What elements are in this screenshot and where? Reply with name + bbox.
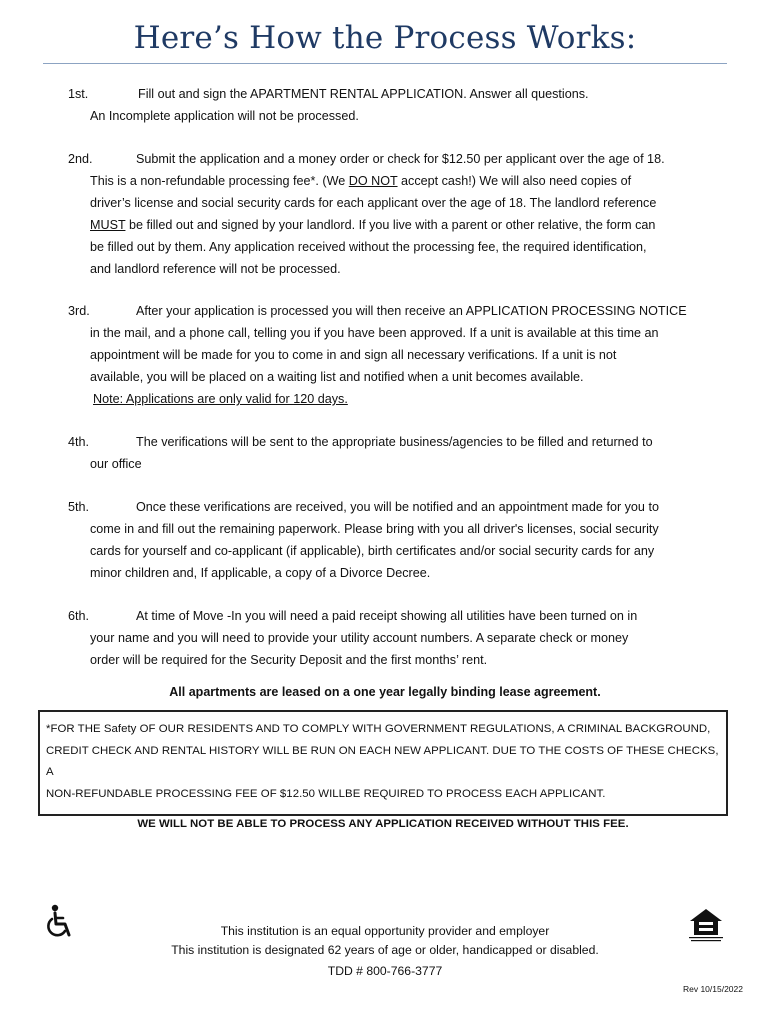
tdd-number: TDD # 800-766-3777 [327, 964, 443, 978]
title-divider [43, 63, 727, 64]
step-text: Once these verifications are received, you will be notified and an appointment made for you to [136, 500, 659, 514]
step-text-line: MUST be filled out and signed by your landlord. If you live with a parent or other relative, the form can [90, 218, 656, 232]
notice-bold-line: WE WILL NOT BE ABLE TO PROCESS ANY APPLICATION RECEIVED WITHOUT THIS FEE. [137, 818, 629, 830]
step-number: 1st. [68, 87, 89, 101]
step-text-line: in the mail, and a phone call, telling you if you have been approved. If a unit is available at this time an [90, 326, 659, 340]
do-not-emphasis: DO NOT [348, 174, 398, 188]
step-6 [68, 605, 728, 671]
step-number: 3rd. [68, 304, 90, 318]
step-number: 5th. [68, 500, 90, 514]
step-text-line: order will be required for the Security Deposit and the first months’ rent. [90, 653, 488, 667]
step-text-line: driver’s license and social security cards for each applicant over the age of 18. The landlord reference [90, 196, 657, 210]
fee-notice-box [38, 710, 728, 830]
step-3 [68, 300, 728, 410]
step-2 [68, 148, 728, 280]
step-text-line: be filled out by them. Any application received without the processing fee, the required identification, [90, 240, 647, 254]
equal-opportunity-statement: This institution is an equal opportunity provider and employer [220, 924, 550, 938]
notice-line: *FOR THE Safety OF OUR RESIDENTS AND TO COMPLY WITH GOVERNMENT REGULATIONS, A CRIMINAL BACKGROUND, [46, 723, 711, 735]
step-number: 6th. [68, 609, 90, 623]
step-text-line: appointment will be made for you to come in and sign all necessary verifications. If a unit is not [90, 348, 617, 362]
step-text: The verifications will be sent to the appropriate business/agencies to be filled and returned to [136, 435, 653, 449]
step-text-line: cards for yourself and co-applicant (if applicable), birth certificates and/or social security cards for any [90, 544, 655, 558]
step-text: At time of Move -In you will need a paid receipt showing all utilities have been turned on in [136, 609, 638, 623]
step-text-line: and landlord reference will not be processed. [90, 262, 341, 276]
notice-line: NON-REFUNDABLE PROCESSING FEE OF $12.50 WILLBE REQUIRED TO PROCESS EACH APPLICANT. [46, 787, 606, 800]
step-text-line: our office [90, 457, 142, 471]
step-text: An Incomplete application will not be processed. [90, 109, 359, 123]
revision-date: Rev 10/15/2022 [682, 984, 743, 994]
step-text-line: come in and fill out the remaining paperwork. Please bring with you all driver's licenses, social security [90, 522, 659, 536]
page-title: Here’s How the Process Works: [133, 20, 637, 56]
step-text-line: your name and you will need to provide your utility account numbers. A separate check or money [90, 631, 629, 645]
step-text-line: This is a non-refundable processing fee*. (We DO NOT accept cash!) We will also need copies of [90, 174, 632, 188]
step-number: 2nd. [68, 152, 93, 166]
step-text-line: available, you will be placed on a waiting list and notified when a unit becomes available. [90, 370, 584, 384]
lease-statement: All apartments are leased on a one year legally binding lease agreement. [169, 685, 601, 699]
must-emphasis: MUST [90, 218, 126, 232]
step-text: Submit the application and a money order or check for $12.50 per applicant over the age of 18. [136, 152, 665, 166]
step-text-line: minor children and, If applicable, a copy of a Divorce Decree. [90, 566, 431, 580]
designation-statement: This institution is designated 62 years of age or older, handicapped or disabled. [171, 943, 599, 957]
step-1 [68, 83, 728, 127]
step-text: Fill out and sign the APARTMENT RENTAL APPLICATION. Answer all questions. [138, 87, 589, 101]
step-5 [68, 496, 728, 584]
step-number: 4th. [68, 435, 90, 449]
validity-note: Note: Applications are only valid for 120 days. [93, 392, 348, 406]
step-4 [68, 431, 728, 475]
notice-line: CREDIT CHECK AND RENTAL HISTORY WILL BE RUN ON EACH NEW APPLICANT. DUE TO THE COSTS OF THESE CHECKS, A [46, 744, 719, 778]
step-text: After your application is processed you will then receive an APPLICATION PROCESSING NOTICE [136, 304, 687, 318]
